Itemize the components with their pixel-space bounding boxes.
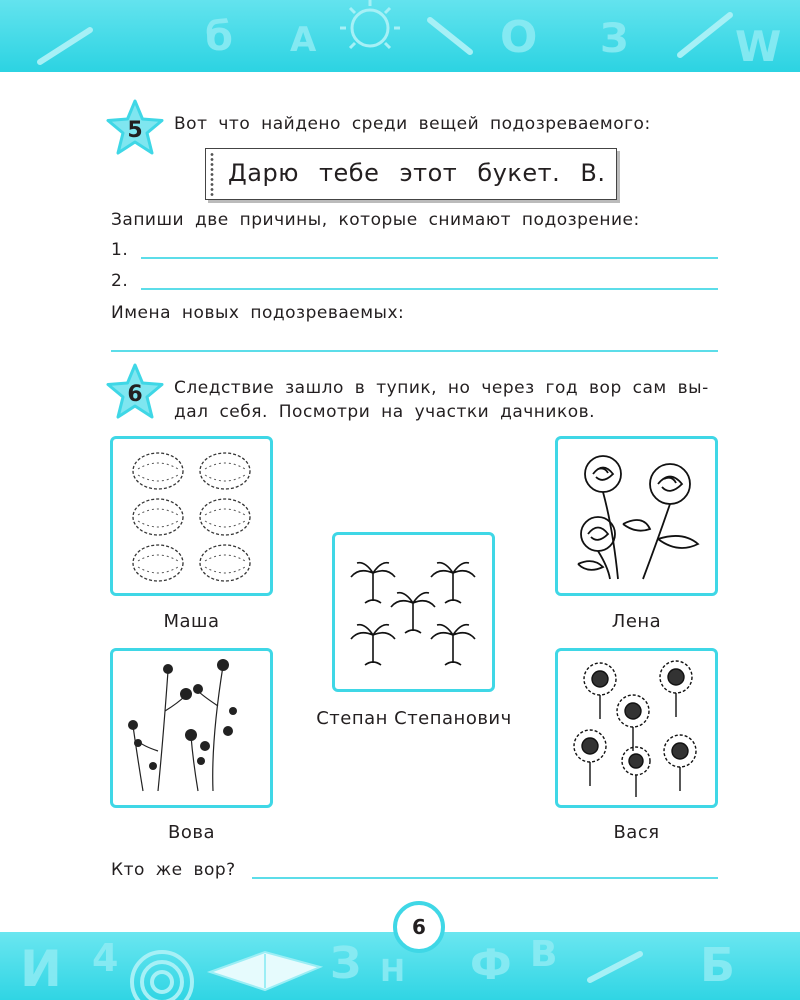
decor-letter: З	[330, 938, 362, 989]
answer-line-2[interactable]	[141, 288, 718, 290]
sunflower-icon	[558, 651, 715, 805]
decor-letter: З	[600, 16, 629, 62]
palm-tree-icon	[335, 535, 492, 689]
plot-owner-masha: Маша	[163, 611, 220, 632]
plot-vova	[110, 648, 273, 808]
answer-label-2: 2.	[111, 271, 129, 291]
decor-letter: 4	[92, 936, 119, 980]
thief-question: Кто же вор?	[111, 860, 236, 880]
task-6-text-line-2: дал себя. Посмотри на участки дачников.	[174, 402, 596, 422]
plot-owner-stepan: Степан Степанович	[316, 708, 512, 729]
plot-stepan	[332, 532, 495, 692]
new-suspects-line[interactable]	[111, 350, 718, 352]
thief-answer-line[interactable]	[252, 877, 718, 879]
task-5-prompt: Запиши две причины, которые снимают подозрение:	[111, 210, 640, 230]
plot-owner-lena: Лена	[611, 611, 662, 632]
plot-owner-vova: Вова	[168, 822, 215, 843]
task-6-text-line-1: Следствие зашло в тупик, но через год вор сам вы-	[174, 378, 709, 398]
found-note	[205, 148, 617, 200]
task-5-number: 5	[127, 117, 143, 143]
decor-letter: Н	[380, 954, 406, 989]
header-decoration	[0, 0, 800, 72]
wildflower-icon	[113, 651, 270, 805]
target-icon	[132, 952, 192, 1000]
decor-letter: б	[205, 14, 233, 60]
decor-letter: В	[530, 934, 558, 975]
sun-icon	[340, 0, 400, 48]
open-book-icon	[210, 952, 320, 990]
new-suspects-label: Имена новых подозреваемых:	[111, 303, 405, 323]
decor-letter: А	[290, 20, 317, 60]
header-band	[0, 0, 800, 72]
plot-lena	[555, 436, 718, 596]
answer-label-1: 1.	[111, 240, 129, 260]
page-number: 6	[393, 901, 445, 953]
note-binding	[209, 152, 215, 196]
task-5-intro: Вот что найдено среди вещей подозреваемого:	[174, 114, 651, 134]
decor-letter: Б	[700, 938, 736, 992]
rose-icon	[558, 439, 715, 593]
answer-line-1[interactable]	[141, 257, 718, 259]
decor-letter: Ф	[470, 940, 512, 989]
watermelon-icon	[113, 439, 270, 593]
plot-owner-vasya: Вася	[613, 822, 660, 843]
decor-letter: И	[20, 940, 62, 998]
pencil-icon	[590, 954, 640, 980]
decor-letter: W	[735, 22, 782, 71]
task-6-number: 6	[127, 381, 143, 407]
decor-letter: О	[500, 12, 538, 63]
plot-masha	[110, 436, 273, 596]
plot-vasya	[555, 648, 718, 808]
note-text: Дарю тебе этот букет. В.	[228, 159, 606, 187]
